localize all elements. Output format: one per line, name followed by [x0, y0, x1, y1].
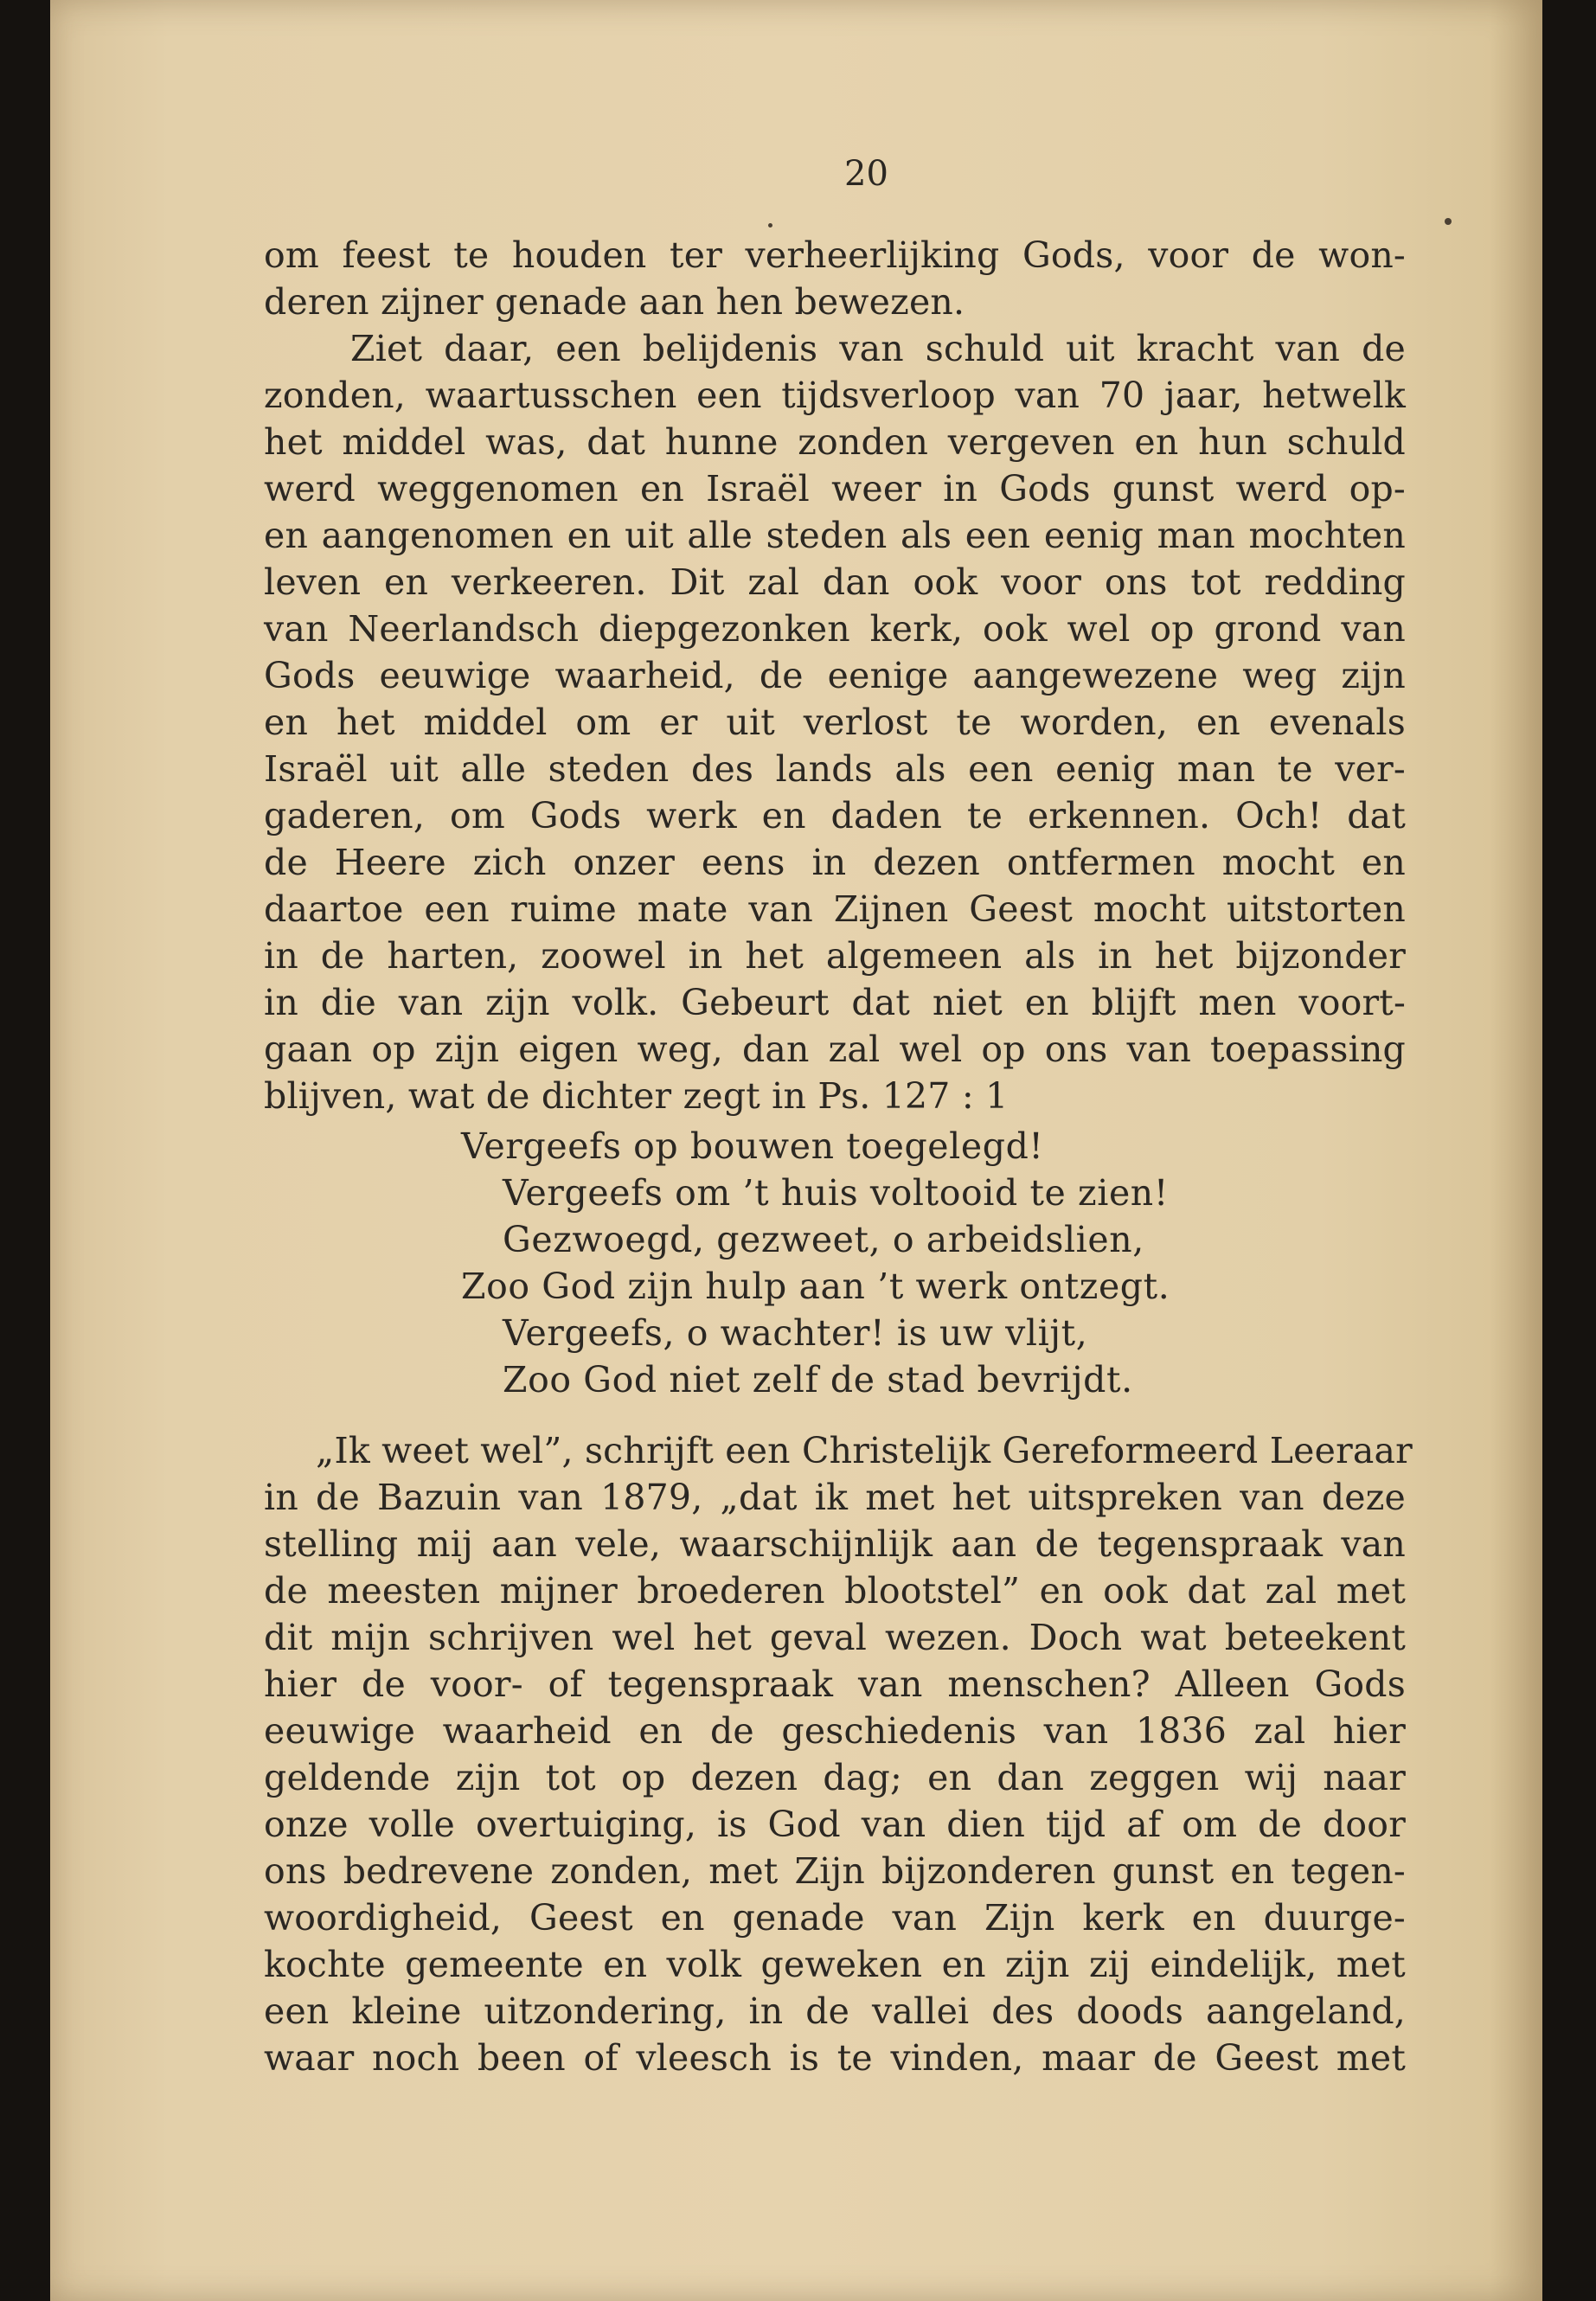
text-line: leven en verkeeren. Dit zal dan ook voor ons tot redding [264, 561, 1406, 603]
text-line: gaan op zijn eigen weg, dan zal wel op ons van toepassing [264, 1029, 1406, 1070]
text-line: Gods eeuwige waarheid, de eenige aangewezene weg zijn [264, 655, 1406, 696]
text-line: onze volle overtuiging, is God van dien tijd af om de door [264, 1804, 1406, 1845]
text-line: werd weggenomen en Israël weer in Gods gunst werd op- [264, 468, 1406, 510]
text-line: daartoe een ruime mate van Zijnen Geest mocht uitstorten [264, 888, 1406, 930]
text-line: kochte gemeente en volk geweken en zijn zij eindelijk, met [264, 1944, 1406, 1985]
text-line: Israël uit alle steden des lands als een eenig man te ver- [264, 748, 1406, 790]
text-line: om feest te houden ter verheerlijking Gods, voor de won- [264, 234, 1406, 276]
text-line: deren zijner genade aan hen bewezen. [264, 281, 965, 323]
text-line: een kleine uitzondering, in de vallei des doods aangeland, [264, 1990, 1406, 2032]
text-line: en het middel om er uit verlost te worden, en evenals [264, 702, 1406, 743]
verse-line: Zoo God zijn hulp aan ’t werk ontzegt. [461, 1266, 1170, 1307]
text-line: woordigheid, Geest en genade van Zijn kerk en duurge- [264, 1897, 1406, 1939]
text-line: in de harten, zoowel in het algemeen als in het bijzonder [264, 935, 1406, 977]
page-edge-shadow [1490, 0, 1542, 2301]
text-line: stelling mij aan vele, waarschijnlijk aan de tegenspraak van [264, 1523, 1406, 1565]
ink-speck [768, 223, 772, 228]
text-line: zonden, waartusschen een tijdsverloop van 70 jaar, hetwelk [264, 375, 1406, 416]
text-line: gaderen, om Gods werk en daden te erkennen. Och! dat [264, 795, 1406, 836]
text-line: waar noch been of vleesch is te vinden, maar de Geest met [264, 2037, 1406, 2079]
text-line: blijven, wat de dichter zegt in Ps. 127 : 1 [264, 1075, 1009, 1117]
text-line: geldende zijn tot op dezen dag; en dan zeggen wij naar [264, 1757, 1406, 1798]
verse-line: Vergeefs op bouwen toegelegd! [461, 1125, 1044, 1167]
text-line: de Heere zich onzer eens in dezen ontfermen mocht en [264, 842, 1406, 883]
text-line: dit mijn schrijven wel het geval wezen. Doch wat beteekent [264, 1617, 1406, 1658]
verse-line: Vergeefs om ’t huis voltooid te zien! [503, 1172, 1169, 1214]
text-line: de meesten mijner broederen blootstel” en ook dat zal met [264, 1570, 1406, 1612]
ink-speck [1445, 218, 1452, 225]
verse-line: Vergeefs, o wachter! is uw vlijt, [503, 1312, 1088, 1354]
text-line: ons bedrevene zonden, met Zijn bijzonderen gunst en tegen- [264, 1850, 1406, 1892]
text-line: Ziet daar, een belijdenis van schuld uit kracht van de [350, 328, 1406, 369]
text-line: van Neerlandsch diepgezonken kerk, ook wel op grond van [264, 608, 1406, 650]
text-line: in die van zijn volk. Gebeurt dat niet en blijft men voort- [264, 982, 1406, 1023]
verse-line: Zoo God niet zelf de stad bevrijdt. [503, 1359, 1133, 1400]
text-line: in de Bazuin van 1879, „dat ik met het uitspreken van deze [264, 1477, 1406, 1518]
text-line: het middel was, dat hunne zonden vergeven en hun schuld [264, 421, 1406, 463]
text-line: eeuwige waarheid en de geschiedenis van 1836 zal hier [264, 1710, 1406, 1752]
page-number: 20 [844, 154, 888, 194]
text-line: hier de voor- of tegenspraak van menschen? Alleen Gods [264, 1663, 1406, 1705]
verse-line: Gezwoegd, gezweet, o arbeidslien, [503, 1219, 1144, 1260]
text-line: „Ik weet wel”, schrijft een Christelijk Gereformeerd Leeraar [316, 1430, 1413, 1471]
text-line: en aangenomen en uit alle steden als een eenig man mochten [264, 515, 1406, 556]
